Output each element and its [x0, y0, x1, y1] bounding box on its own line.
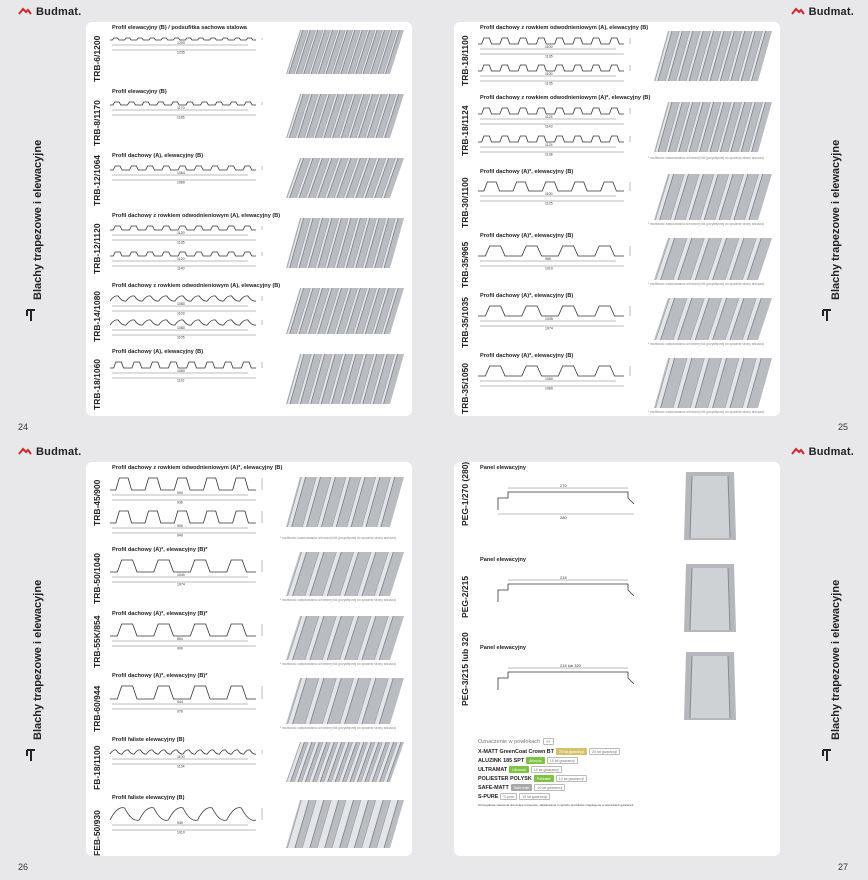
dimension-label: 1138 — [545, 152, 553, 157]
sheet-image — [286, 218, 404, 273]
coatings-legend — [478, 738, 758, 808]
dimension-label: 944 — [177, 700, 183, 705]
profile-cross-section — [478, 240, 644, 289]
profile-cross-section — [110, 290, 276, 343]
coating-name: ULTRAMAT — [478, 766, 508, 773]
section-sidebar — [18, 0, 68, 440]
brand-name: Budmat. — [36, 6, 82, 18]
section-title: Blachy trapezowe i elewacyjne — [830, 139, 842, 300]
dimension-label: 1235 — [177, 50, 185, 55]
dimension-label: 900 — [177, 524, 183, 529]
coating-tag: 15 lat gwarancji — [547, 757, 578, 764]
coating-row — [478, 793, 758, 800]
product-code-label: TRB-18/1060 — [92, 358, 102, 410]
product-row — [86, 670, 412, 732]
product-description: Profil elewacyjny (B) / podsufitka sachowa stalowa — [112, 25, 247, 31]
product-description: Profil dachowy z rowkiem odwodnieniowym (A)*, elewacyjny (B) — [112, 465, 283, 471]
profile-cross-section — [110, 160, 276, 207]
coating-tag: S-pure — [500, 793, 517, 800]
product-row — [86, 150, 412, 206]
profile-cross-section — [478, 176, 644, 229]
product-code-label: TRB-30/1100 — [460, 177, 470, 228]
sheet-image — [286, 354, 404, 409]
brand-name: Budmat. — [808, 6, 854, 18]
product-code-label: TRB-60/944 — [92, 685, 102, 732]
dimension-label: 1124 — [545, 115, 553, 120]
dimension-label: 1074 — [177, 582, 185, 587]
dimension-label: 1100 — [545, 72, 553, 77]
dimension-label: 1120 — [177, 231, 185, 236]
sheet-image — [286, 94, 404, 143]
dimension-label: 1100 — [177, 755, 185, 760]
coating-name: POLIESTER POLYSK — [478, 775, 532, 782]
foil-note: * możliwość zastosowania ochronnej folii (przyklejonej do spodniej strony arkusza) — [279, 726, 396, 730]
section-sidebar — [18, 440, 68, 880]
coating-name: SAFE-MATT — [478, 784, 509, 791]
dimension-label: 1040 — [177, 573, 185, 578]
product-description: Profil dachowy (A)*, elewacyjny (B) — [480, 233, 574, 239]
product-description: Profil dachowy (A)*, elewacyjny (B)* — [112, 611, 208, 617]
product-description: Profil dachowy z rowkiem odwodnieniowym (A), elewacyjny (B) — [112, 213, 281, 219]
coating-tag: 25 lat gwarancji — [556, 748, 587, 755]
coating-tag: Poliester — [534, 775, 554, 782]
dimension-label: 1089 — [545, 386, 553, 391]
dimension-label: 976 — [177, 709, 183, 714]
product-row — [86, 22, 412, 82]
panel-sheet-image — [680, 560, 740, 641]
dimension-label: 1185 — [177, 115, 185, 120]
profile-cross-section — [478, 300, 644, 349]
section-marker-icon — [26, 748, 36, 762]
catalog-page-25 — [434, 0, 868, 440]
profile-cross-section — [110, 32, 276, 83]
foil-note: * możliwość zastosowania ochronnej folii (przyklejonej do spodniej strony arkusza) — [647, 410, 764, 414]
product-row — [454, 166, 780, 228]
section-title: Blachy trapezowe i elewacyjne — [32, 139, 44, 300]
sheet-image — [286, 616, 404, 665]
page-number: 26 — [18, 862, 29, 872]
foil-note: * możliwość zastosowania ochronnej folii (przyklejonej do spodniej strony arkusza) — [279, 598, 396, 602]
profile-cross-section — [110, 554, 276, 605]
dimension-label: 1100 — [545, 45, 553, 50]
page-number: 25 — [837, 422, 848, 432]
sheet-image — [286, 742, 404, 787]
coatings-title — [478, 738, 758, 745]
section-marker-icon — [26, 308, 36, 322]
sheet-image — [654, 174, 772, 225]
brand-name: Budmat. — [808, 446, 854, 458]
dimension-label: 854 — [177, 637, 183, 642]
profile-cross-section — [110, 680, 276, 733]
product-row — [86, 792, 412, 856]
product-row — [454, 22, 780, 90]
product-row — [454, 92, 780, 162]
dimension-label: 1143 — [545, 124, 553, 129]
dimension-label: 930 — [177, 821, 183, 826]
profile-cross-section — [110, 618, 276, 669]
dimension-label: 1050 — [545, 377, 553, 382]
dimension-label: 1125 — [545, 201, 553, 206]
product-description: Panel elewacyjny — [480, 557, 527, 563]
product-code-label: TRB-35/1050 — [460, 362, 470, 414]
panel-width-label: 215 lub 320 — [560, 663, 581, 668]
dimension-label: 1060 — [177, 369, 185, 374]
product-description: Profil elewacyjny (B) — [112, 89, 167, 95]
dimension-label: 1103 — [177, 311, 185, 316]
profile-cross-section — [110, 472, 276, 543]
page-number: 27 — [837, 862, 848, 872]
coating-tag: Safe-matt — [511, 784, 533, 791]
dimension-label: 940 — [177, 533, 183, 538]
panel-overall-width-label: 280 — [560, 515, 567, 520]
sheet-image — [286, 800, 404, 853]
product-description: Profil dachowy (A)*, elewacyjny (B)* — [112, 547, 208, 553]
section-sidebar — [818, 0, 868, 440]
product-code-label: TRB-45/900 — [92, 479, 102, 526]
product-description: Profil dachowy z rowkiem odwodnieniowym (A), elewacyjny (B) — [112, 283, 281, 289]
foil-note: * możliwość zastosowania ochronnej folii (przyklejonej do spodniej strony arkusza) — [647, 222, 764, 226]
product-row — [454, 230, 780, 288]
sheet-image — [654, 238, 772, 285]
dimension-label: 1080 — [177, 180, 185, 185]
dimension-label: 1105 — [177, 335, 185, 340]
product-code-label: TRB-12/1064 — [92, 154, 102, 206]
dimension-label: 1074 — [545, 326, 553, 331]
product-description: Profil dachowy (A)*, elewacyjny (B) — [480, 353, 574, 359]
dimension-label: 1135 — [177, 240, 185, 245]
coating-tag: 10 lat gwarancji — [556, 775, 587, 782]
dimension-label: 1124 — [545, 143, 553, 148]
coating-row — [478, 784, 758, 791]
dimension-label: 900 — [177, 646, 183, 651]
product-row — [86, 86, 412, 146]
dimension-label: 1010 — [177, 830, 185, 835]
coatings-title-tag: ST — [543, 738, 554, 745]
dimension-label: 1135 — [545, 54, 553, 59]
section-marker-icon — [822, 308, 832, 322]
coatings-title-text: Oznaczenie w powłokach — [478, 738, 541, 745]
product-code-label: FEB-50/930 — [92, 810, 102, 856]
section-title: Blachy trapezowe i elewacyjne — [830, 579, 842, 740]
dimension-label: 1170 — [177, 106, 185, 111]
panel-profile-drawing — [478, 568, 648, 613]
foil-note: * możliwość zastosowania ochronnej folii (przyklejonej do spodniej strony arkusza) — [279, 662, 396, 666]
product-row — [454, 632, 780, 732]
dimension-label: 1140 — [177, 266, 185, 271]
coating-name: X-MATT GreenCoat Crown BT — [478, 748, 554, 755]
profile-cross-section — [110, 96, 276, 147]
foil-note: * możliwość zastosowania ochronnej folii (przyklejonej do spodniej strony arkusza) — [647, 342, 764, 346]
coating-tag: 15 lat gwarancji — [519, 793, 550, 800]
dimension-label: 1064 — [177, 171, 185, 176]
section-marker-icon — [822, 748, 832, 762]
product-row — [86, 608, 412, 668]
product-code-label: TRB-8/1170 — [92, 100, 102, 146]
product-description: Profil dachowy (A)*, elewacyjny (B)* — [112, 673, 208, 679]
catalog-page-24 — [0, 0, 434, 440]
coating-name: S-PURE — [478, 793, 499, 800]
product-code-label: TRB-14/1080 — [92, 290, 102, 342]
foil-note: * możliwość zastosowania ochronnej folii (przyklejonej do spodniej strony arkusza) — [647, 156, 764, 160]
dimension-label: 1100 — [545, 192, 553, 197]
product-description: Panel elewacyjny — [480, 465, 527, 471]
product-code-label: TRB-18/1124 — [460, 105, 470, 156]
sheet-image — [654, 31, 772, 86]
coating-tag: 20 lat gwarancji — [534, 784, 565, 791]
product-row — [454, 554, 780, 640]
coating-tag: Ultramat — [509, 766, 529, 773]
profile-cross-section — [478, 32, 644, 91]
panel-sheet-image — [680, 648, 740, 729]
product-code-label: TRB-18/1100 — [460, 35, 470, 86]
product-code-label: TRB-35/1035 — [460, 296, 470, 348]
product-code-label: PEG-3/215 lub 320 — [460, 632, 470, 706]
dimension-label: 1035 — [545, 317, 553, 322]
product-row — [454, 462, 780, 552]
product-code-label: FB-18/1100 — [92, 745, 102, 790]
product-code-label: TRB-35/965 — [460, 241, 470, 288]
product-row — [454, 290, 780, 348]
coating-row — [478, 757, 758, 764]
products-card — [454, 462, 780, 856]
product-code-label: TRB-6/1200 — [92, 35, 102, 82]
dimension-label: 965 — [545, 257, 551, 262]
sheet-image — [654, 102, 772, 157]
profile-cross-section — [478, 102, 644, 163]
profile-cross-section — [110, 356, 276, 413]
products-card — [454, 22, 780, 416]
sheet-image — [286, 288, 404, 339]
coating-tag: 15 lat gwarancji — [531, 766, 562, 773]
product-code-label: TRB-12/1120 — [92, 223, 102, 274]
product-description: Profil dachowy (A), elewacyjny (B) — [112, 349, 204, 355]
product-row — [86, 462, 412, 542]
panel-profile-drawing — [478, 656, 648, 701]
dimension-label: 1080 — [177, 302, 185, 307]
product-code-label: PEG-2/215 — [460, 575, 470, 618]
sheet-image — [654, 298, 772, 345]
panel-width-label: 215 — [560, 575, 567, 580]
coating-tag: Alucynk — [526, 757, 545, 764]
foil-note: * możliwość zastosowania ochronnej folii (przyklejonej do spodniej strony arkusza) — [279, 536, 396, 540]
product-description: Profil dachowy (A), elewacyjny (B) — [112, 153, 204, 159]
sheet-image — [286, 30, 404, 79]
product-row — [86, 280, 412, 342]
coating-tag: 25 lat gwarancji — [589, 748, 620, 755]
sheet-image — [654, 358, 772, 413]
product-row — [86, 734, 412, 790]
catalog-page-27 — [434, 440, 868, 880]
products-card — [86, 22, 412, 416]
dimension-label: 900 — [177, 491, 183, 496]
products-card — [86, 462, 412, 856]
dimension-label: 1120 — [177, 257, 185, 262]
profile-cross-section — [110, 744, 276, 791]
dimension-label: 936 — [177, 500, 183, 505]
product-code-label: TRB-55K/854 — [92, 615, 102, 668]
catalog-page-26 — [0, 440, 434, 880]
product-description: Profil faliste elewacyjny (B) — [112, 737, 185, 743]
foil-note: * możliwość zastosowania ochronnej folii (przyklejonej do spodniej strony arkusza) — [647, 282, 764, 286]
profile-cross-section — [478, 360, 644, 417]
product-row — [86, 544, 412, 604]
sheet-image — [286, 477, 404, 532]
house-logo-icon — [791, 7, 805, 17]
product-row — [86, 346, 412, 412]
panel-width-label: 270 — [560, 483, 567, 488]
product-description: Profil dachowy (A)*, elewacyjny (B) — [480, 293, 574, 299]
profile-cross-section — [110, 220, 276, 277]
product-row — [454, 350, 780, 416]
sheet-image — [286, 552, 404, 601]
dimension-label: 1200 — [177, 41, 185, 46]
dimension-label: 1010 — [545, 266, 553, 271]
coating-row — [478, 775, 758, 782]
product-description: Profil dachowy z rowkiem odwodnieniowym (A), elewacyjny (B) — [480, 25, 649, 31]
panel-sheet-image — [680, 468, 740, 549]
panel-profile-drawing — [478, 476, 648, 521]
coating-name: ALUZINK 185 SPT — [478, 757, 525, 764]
product-code-label: TRB-50/1040 — [92, 552, 102, 604]
sheet-image — [286, 158, 404, 203]
product-description: Profil dachowy z rowkiem odwodnieniowym (A)*, elewacyjny (B) — [480, 95, 651, 101]
coating-row — [478, 766, 758, 773]
page-number: 24 — [18, 422, 29, 432]
product-description: Profil faliste elewacyjny (B) — [112, 795, 185, 801]
house-logo-icon — [791, 447, 805, 457]
product-description: Profil dachowy (A)*, elewacyjny (B) — [480, 169, 574, 175]
dimension-label: 1135 — [545, 81, 553, 86]
profile-cross-section — [110, 802, 276, 857]
brand-name: Budmat. — [36, 446, 82, 458]
product-row — [86, 210, 412, 276]
product-code-label: PEG-1/270 (280) — [460, 461, 470, 526]
coatings-footnote: Szczegółowe zalecenia dotyczące transportu, składowania i montażu produktów znajdują się w warunkach gwarancji. — [478, 803, 634, 807]
coating-row — [478, 748, 758, 755]
product-description: Panel elewacyjny — [480, 645, 527, 651]
dimension-label: 1080 — [177, 326, 185, 331]
section-sidebar — [818, 440, 868, 880]
dimension-label: 1134 — [177, 764, 185, 769]
sheet-image — [286, 678, 404, 729]
section-title: Blachy trapezowe i elewacyjne — [32, 579, 44, 740]
dimension-label: 1110 — [177, 378, 185, 383]
